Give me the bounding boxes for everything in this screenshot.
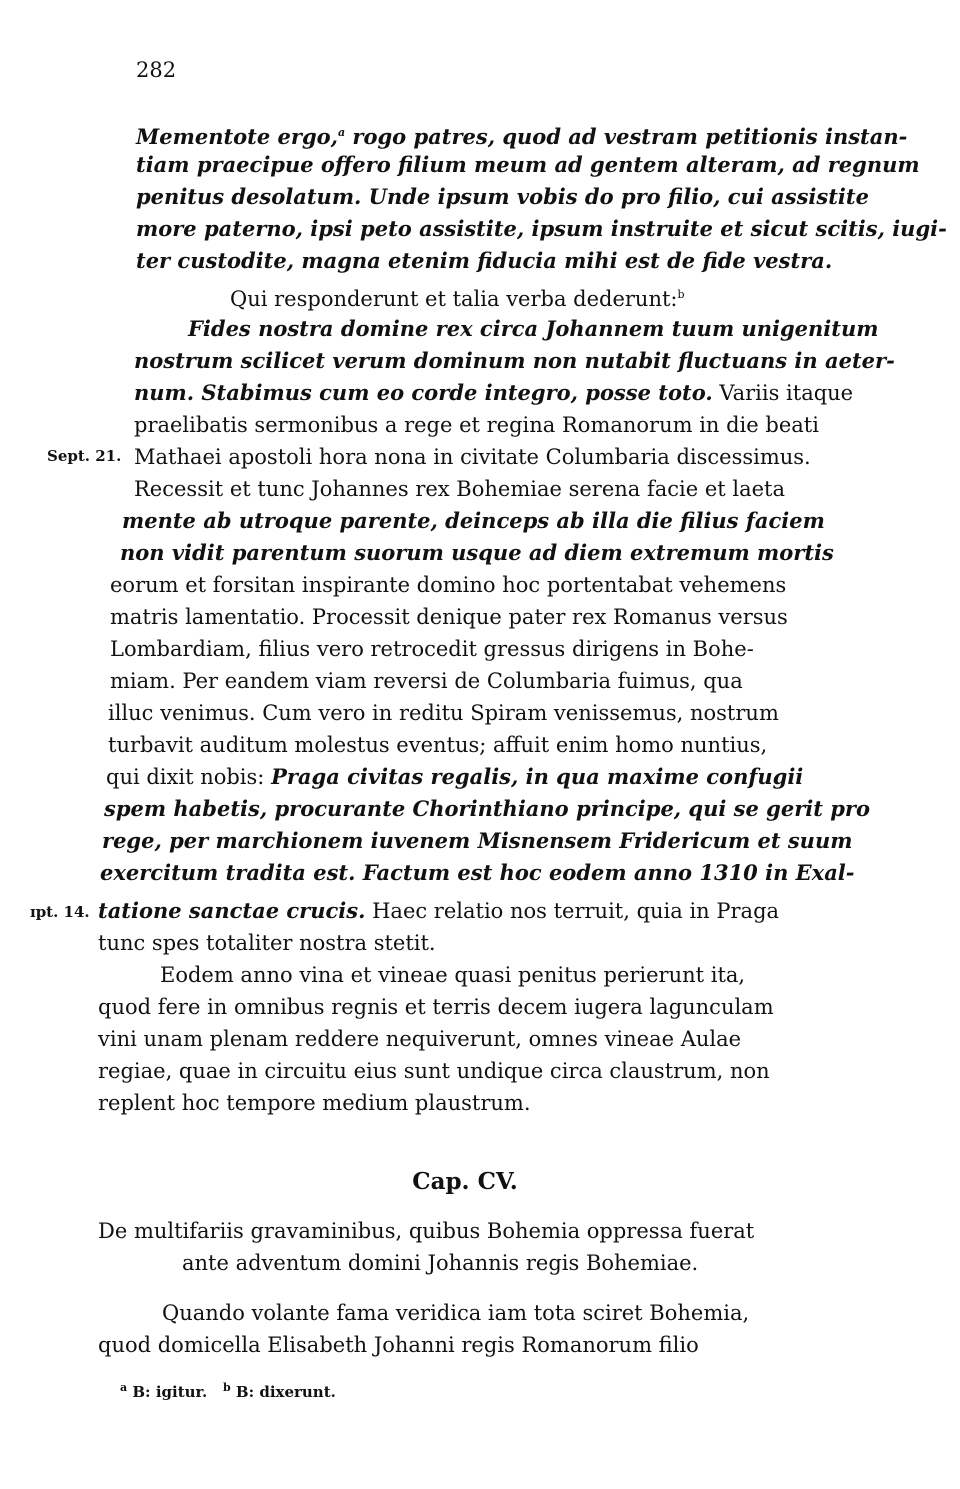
footnote-b: B: dixerunt. (235, 1383, 336, 1401)
footnote-mark: a (120, 1381, 128, 1394)
chapter-title: Cap. CV. (412, 1168, 518, 1195)
text-line: Lombardiam, filius vero retrocedit gressus dirigens in Bohe- (110, 637, 754, 661)
text-line (134, 378, 853, 408)
text-line: tiam praecipue offero filium meum ad gentem alteram, ad regnum (136, 152, 920, 177)
text-line: rege, per marchionem iuvenem Misnensem Fridericum et suum (102, 828, 853, 853)
text-span: num. Stabimus cum eo corde integro, posse toto. (134, 380, 713, 405)
text-span: qui dixit nobis: (106, 765, 265, 789)
margin-note: ɪpt. 14. (30, 903, 90, 921)
footnote-mark: b (222, 1381, 231, 1394)
text-line: regiae, quae in circuitu eius sunt undique circa claustrum, non (98, 1059, 770, 1083)
text-line: quod fere in omnibus regnis et terris decem iugera lagunculam (98, 995, 774, 1019)
text-line: Eodem anno vina et vineae quasi penitus perierunt ita, (160, 963, 746, 987)
text-line: nostrum scilicet verum dominum non nutabit fluctuans in aeter- (134, 348, 895, 373)
text-line: Recessit et tunc Johannes rex Bohemiae serena facie et laeta (134, 477, 786, 501)
text-span: tatione sanctae crucis. (98, 898, 366, 923)
footnote-ref-a: a (337, 126, 346, 139)
text-line: quod domicella Elisabeth Johanni regis Romanorum filio (98, 1333, 699, 1357)
text-line: tunc spes totaliter nostra stetit. (98, 931, 436, 955)
chapter-heading-line: ante adventum domini Johannis regis Bohemiae. (182, 1251, 699, 1275)
footnote-a: B: igitur. (132, 1383, 208, 1401)
text-line: vini unam plenam reddere nequiverunt, omnes vineae Aulae (98, 1027, 742, 1051)
text-line: replent hoc tempore medium plaustrum. (98, 1091, 531, 1115)
text-line: spem habetis, procurante Chorinthiano principe, qui se gerit pro (104, 796, 871, 821)
text-line: Mathaei apostoli hora nona in civitate Columbaria discessimus. (134, 445, 811, 469)
text-line (136, 118, 907, 152)
text-line: illuc venimus. Cum vero in reditu Spiram venissemus, nostrum (108, 701, 779, 725)
page-number: 282 (136, 58, 177, 82)
text-line (98, 896, 779, 926)
text-span: rogo patres, quod ad vestram petitionis instan- (352, 124, 908, 149)
text-line: non vidit parentum suorum usque ad diem extremum mortis (120, 540, 834, 565)
text-line: mente ab utroque parente, deinceps ab illa die filius faciem (122, 508, 825, 533)
text-line: penitus desolatum. Unde ipsum vobis do pro filio, cui assistite (136, 184, 869, 209)
footnotes (120, 1381, 336, 1401)
text-line: miam. Per eandem viam reversi de Columbaria fuimus, qua (110, 669, 743, 693)
text-line: turbavit auditum molestus eventus; affuit enim homo nuntius, (108, 733, 768, 757)
text-span: Variis itaque (719, 381, 854, 405)
text-span: Haec relatio nos terruit, quia in Praga (372, 899, 780, 923)
text-line: praelibatis sermonibus a rege et regina Romanorum in die beati (134, 413, 819, 437)
chapter-heading-line: De multifariis gravaminibus, quibus Bohemia oppressa fuerat (98, 1219, 755, 1243)
text-span: Qui responderunt et talia verba dederunt: (230, 287, 678, 311)
text-line (106, 762, 803, 792)
text-line: more paterno, ipsi peto assistite, ipsum instruite et sicut scitis, iugi- (136, 216, 947, 241)
text-line: ter custodite, magna etenim fiducia mihi est de fide vestra. (136, 248, 833, 273)
margin-note: Sept. 21. (47, 447, 122, 465)
text-line (230, 280, 685, 314)
text-span: Mementote ergo, (136, 124, 338, 149)
text-line: Quando volante fama veridica iam tota sciret Bohemia, (162, 1301, 750, 1325)
text-line: matris lamentatio. Processit denique pater rex Romanus versus (110, 605, 788, 629)
text-line: Fides nostra domine rex circa Johannem tuum unigenitum (188, 316, 879, 341)
text-line: exercitum tradita est. Factum est hoc eodem anno 1310 in Exal- (100, 860, 855, 885)
text-span: Praga civitas regalis, in qua maxime confugii (271, 764, 804, 789)
text-line: eorum et forsitan inspirante domino hoc portentabat vehemens (110, 573, 787, 597)
footnote-ref-b: b (677, 288, 685, 301)
